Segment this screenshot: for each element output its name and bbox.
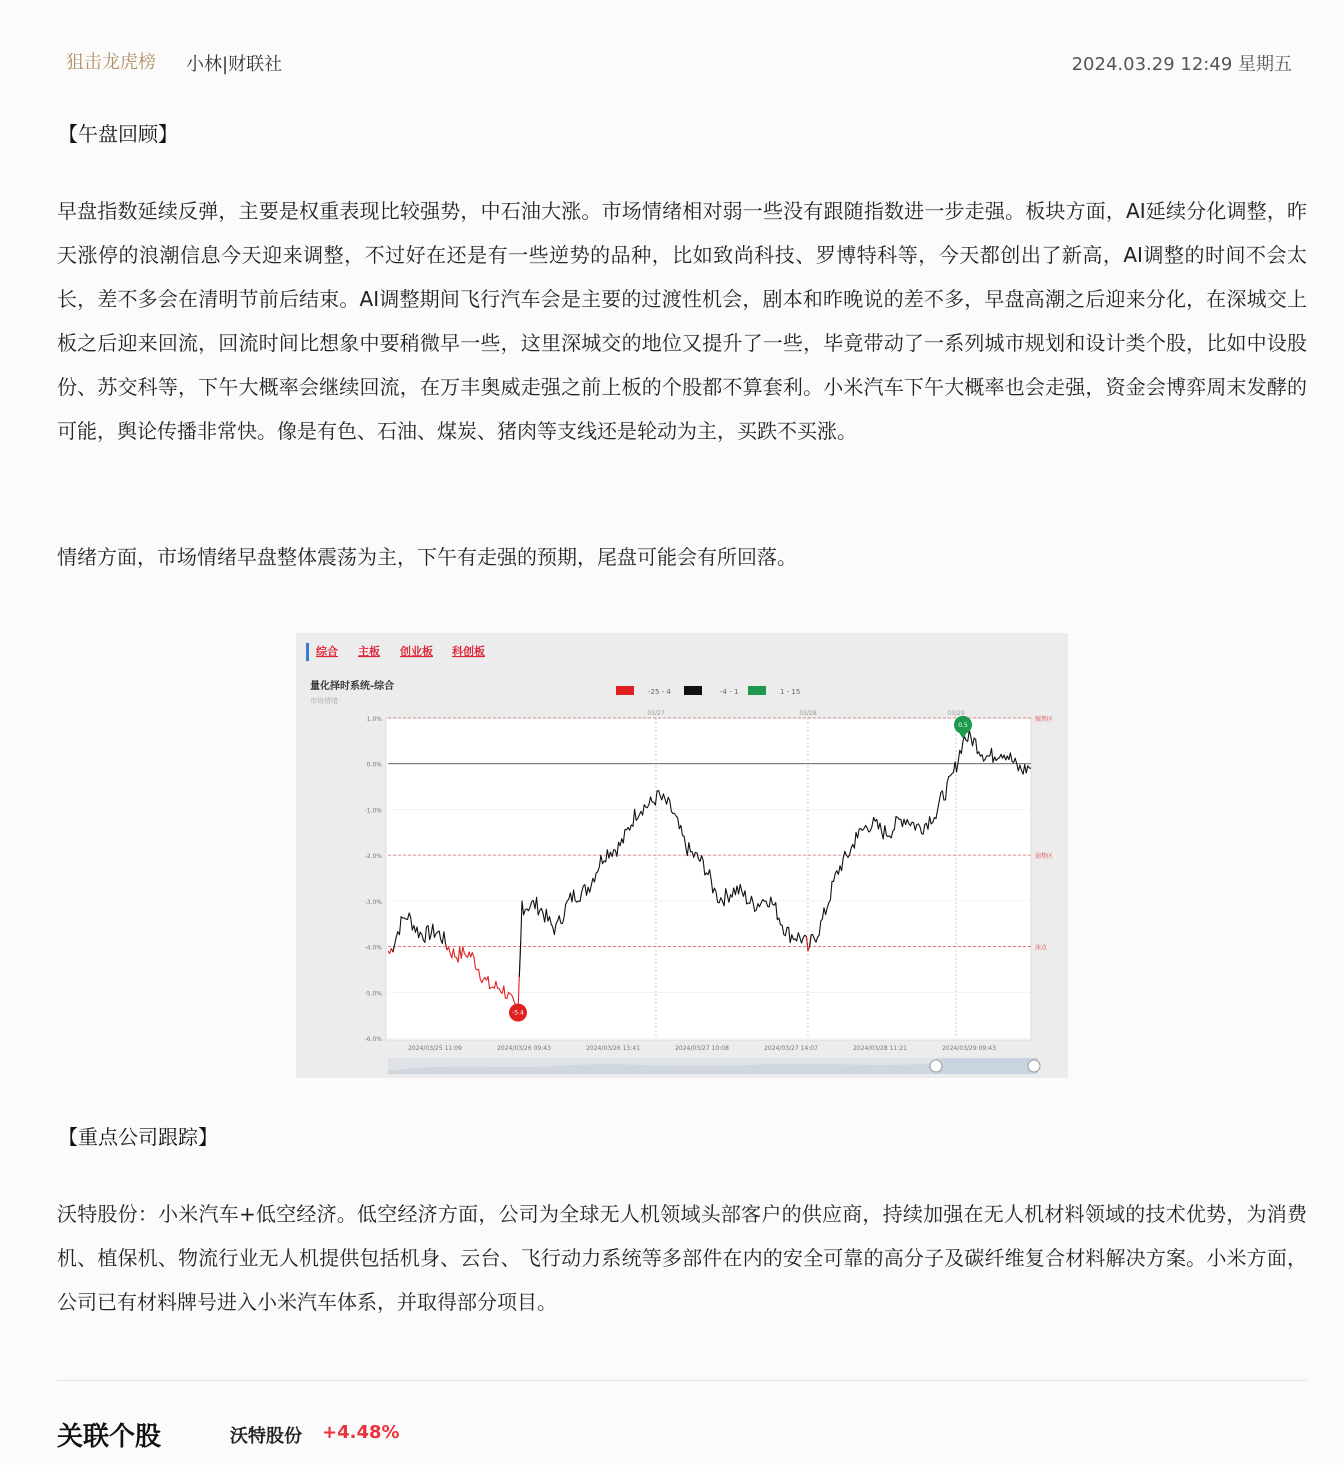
divider bbox=[57, 1380, 1307, 1381]
legend-swatch-black[interactable] bbox=[684, 686, 702, 695]
low-point-marker[interactable] bbox=[509, 1004, 527, 1022]
related-stock-name[interactable]: 沃特股份 bbox=[230, 1426, 302, 1447]
paragraph-company: 沃特股份：小米汽车+低空经济。低空经济方面，公司为全球无人机领域头部客户的供应商，持续加强在无人机材料领域的技术优势，为消费机、植保机、物流行业无人机提供包括机身、云台、飞行动力系统等多部件在内的安全可靠的高分子及碳纤维复合材料解决方案。小米方面，公司已有材料牌号进入小米汽车体系，并取得部分项目。 bbox=[57, 1202, 1307, 1314]
section-title-review: 【午盘回顾】 bbox=[58, 122, 178, 146]
y-tick-label: 1.0% bbox=[366, 716, 382, 723]
scrollbar-handle-left[interactable] bbox=[930, 1060, 942, 1072]
y-tick-label: -3.0% bbox=[364, 898, 382, 906]
legend-label-green: 1 - 15 bbox=[780, 688, 801, 696]
related-stock-change[interactable]: +4.48% bbox=[322, 1422, 400, 1443]
article-header bbox=[66, 44, 1292, 78]
chart-zoom-scrollbar[interactable] bbox=[388, 1058, 1040, 1074]
tab-main-board[interactable]: 主板 bbox=[358, 645, 380, 658]
column-tag-link[interactable]: 狙击龙虎榜 bbox=[66, 52, 156, 73]
scrollbar-selection[interactable] bbox=[936, 1058, 1038, 1074]
high-point-marker-label: 0.5 bbox=[958, 721, 968, 729]
x-tick-label: 2024/03/25 11:09 bbox=[408, 1045, 462, 1052]
legend-label-red: -25 - 4 bbox=[648, 688, 671, 696]
day-marker-label: 03/27 bbox=[647, 710, 665, 717]
x-tick-label: 2024/03/27 14:07 bbox=[764, 1045, 818, 1052]
reference-label: 冰点 bbox=[1035, 944, 1048, 952]
y-tick-label: -2.0% bbox=[364, 853, 382, 861]
related-stocks-label: 关联个股 bbox=[57, 1422, 162, 1452]
author-name: 小林|财联社 bbox=[186, 54, 283, 75]
sentiment-chart bbox=[296, 633, 1068, 1078]
plot-area bbox=[386, 718, 1031, 1040]
day-marker-label: 03/28 bbox=[799, 710, 817, 717]
low-point-marker-label: -5.4 bbox=[512, 1009, 524, 1017]
y-tick-label: -5.0% bbox=[364, 990, 382, 998]
y-tick-label: -4.0% bbox=[364, 944, 382, 952]
chart-subtitle: 市场情绪 bbox=[310, 697, 338, 705]
y-tick-label: 0.0% bbox=[366, 761, 382, 769]
scrollbar-handle-right[interactable] bbox=[1028, 1060, 1040, 1072]
x-tick-label: 2024/03/26 09:43 bbox=[497, 1045, 551, 1052]
tab-overall[interactable]: 综合 bbox=[316, 645, 338, 658]
y-tick-label: -1.0% bbox=[364, 807, 382, 815]
chart-title: 量化择时系统-综合 bbox=[310, 681, 395, 692]
reference-label: 弱势区 bbox=[1035, 853, 1054, 861]
legend-label-black: -4 - 1 bbox=[720, 688, 739, 696]
x-tick-label: 2024/03/26 13:41 bbox=[586, 1045, 640, 1052]
y-tick-label: -6.0% bbox=[364, 1036, 382, 1043]
x-tick-label: 2024/03/29 09:43 bbox=[942, 1045, 996, 1052]
tab-chinext[interactable]: 创业板 bbox=[400, 645, 433, 658]
section-title-company-tracking: 【重点公司跟踪】 bbox=[58, 1125, 218, 1149]
day-marker-label: 03/29 bbox=[947, 710, 965, 717]
x-tick-label: 2024/03/27 10:08 bbox=[675, 1045, 729, 1052]
paragraph-review: 早盘指数延续反弹，主要是权重表现比较强势，中石油大涨。市场情绪相对弱一些没有跟随指数进一步走强。板块方面，AI延续分化调整，昨天涨停的浪潮信息今天迎来调整，不过好在还是有一些逆势的品种，比如致尚科技、罗博特科等，今天都创出了新高，AI调整的时间不会太长，差不多会在清明节前后结束。AI调整期间飞行汽车会是主要的过渡性机会，剧本和昨晚说的差不多，早盘高潮之后迎来分化，在深城交上板之后迎来回流，回流时间比想象中要稍微早一些，这里深城交的地位又提升了一些，毕竟带动了一系列城市规划和设计类个股，比如中设股份、苏交科等，下午大概率会继续回流，在万丰奥威走强之前上板的个股都不算套利。小米汽车下午大概率也会走强，资金会博弈周末发酵的可能，舆论传播非常快。像是有色、石油、煤炭、猪肉等支线还是轮动为主，买跌不买涨。 bbox=[57, 199, 1307, 443]
reference-label: 强势区 bbox=[1035, 716, 1054, 723]
chart-svg bbox=[296, 633, 1068, 1078]
legend-swatch-green[interactable] bbox=[748, 686, 766, 695]
paragraph-sentiment: 情绪方面，市场情绪早盘整体震荡为主，下午有走强的预期，尾盘可能会有所回落。 bbox=[57, 545, 797, 569]
tab-indicator bbox=[306, 643, 309, 661]
legend-swatch-red[interactable] bbox=[616, 686, 634, 695]
tab-star-market[interactable]: 科创板 bbox=[452, 645, 485, 658]
x-tick-label: 2024/03/28 11:21 bbox=[853, 1045, 907, 1052]
publish-datetime: 2024.03.29 12:49 星期五 bbox=[1071, 54, 1292, 75]
